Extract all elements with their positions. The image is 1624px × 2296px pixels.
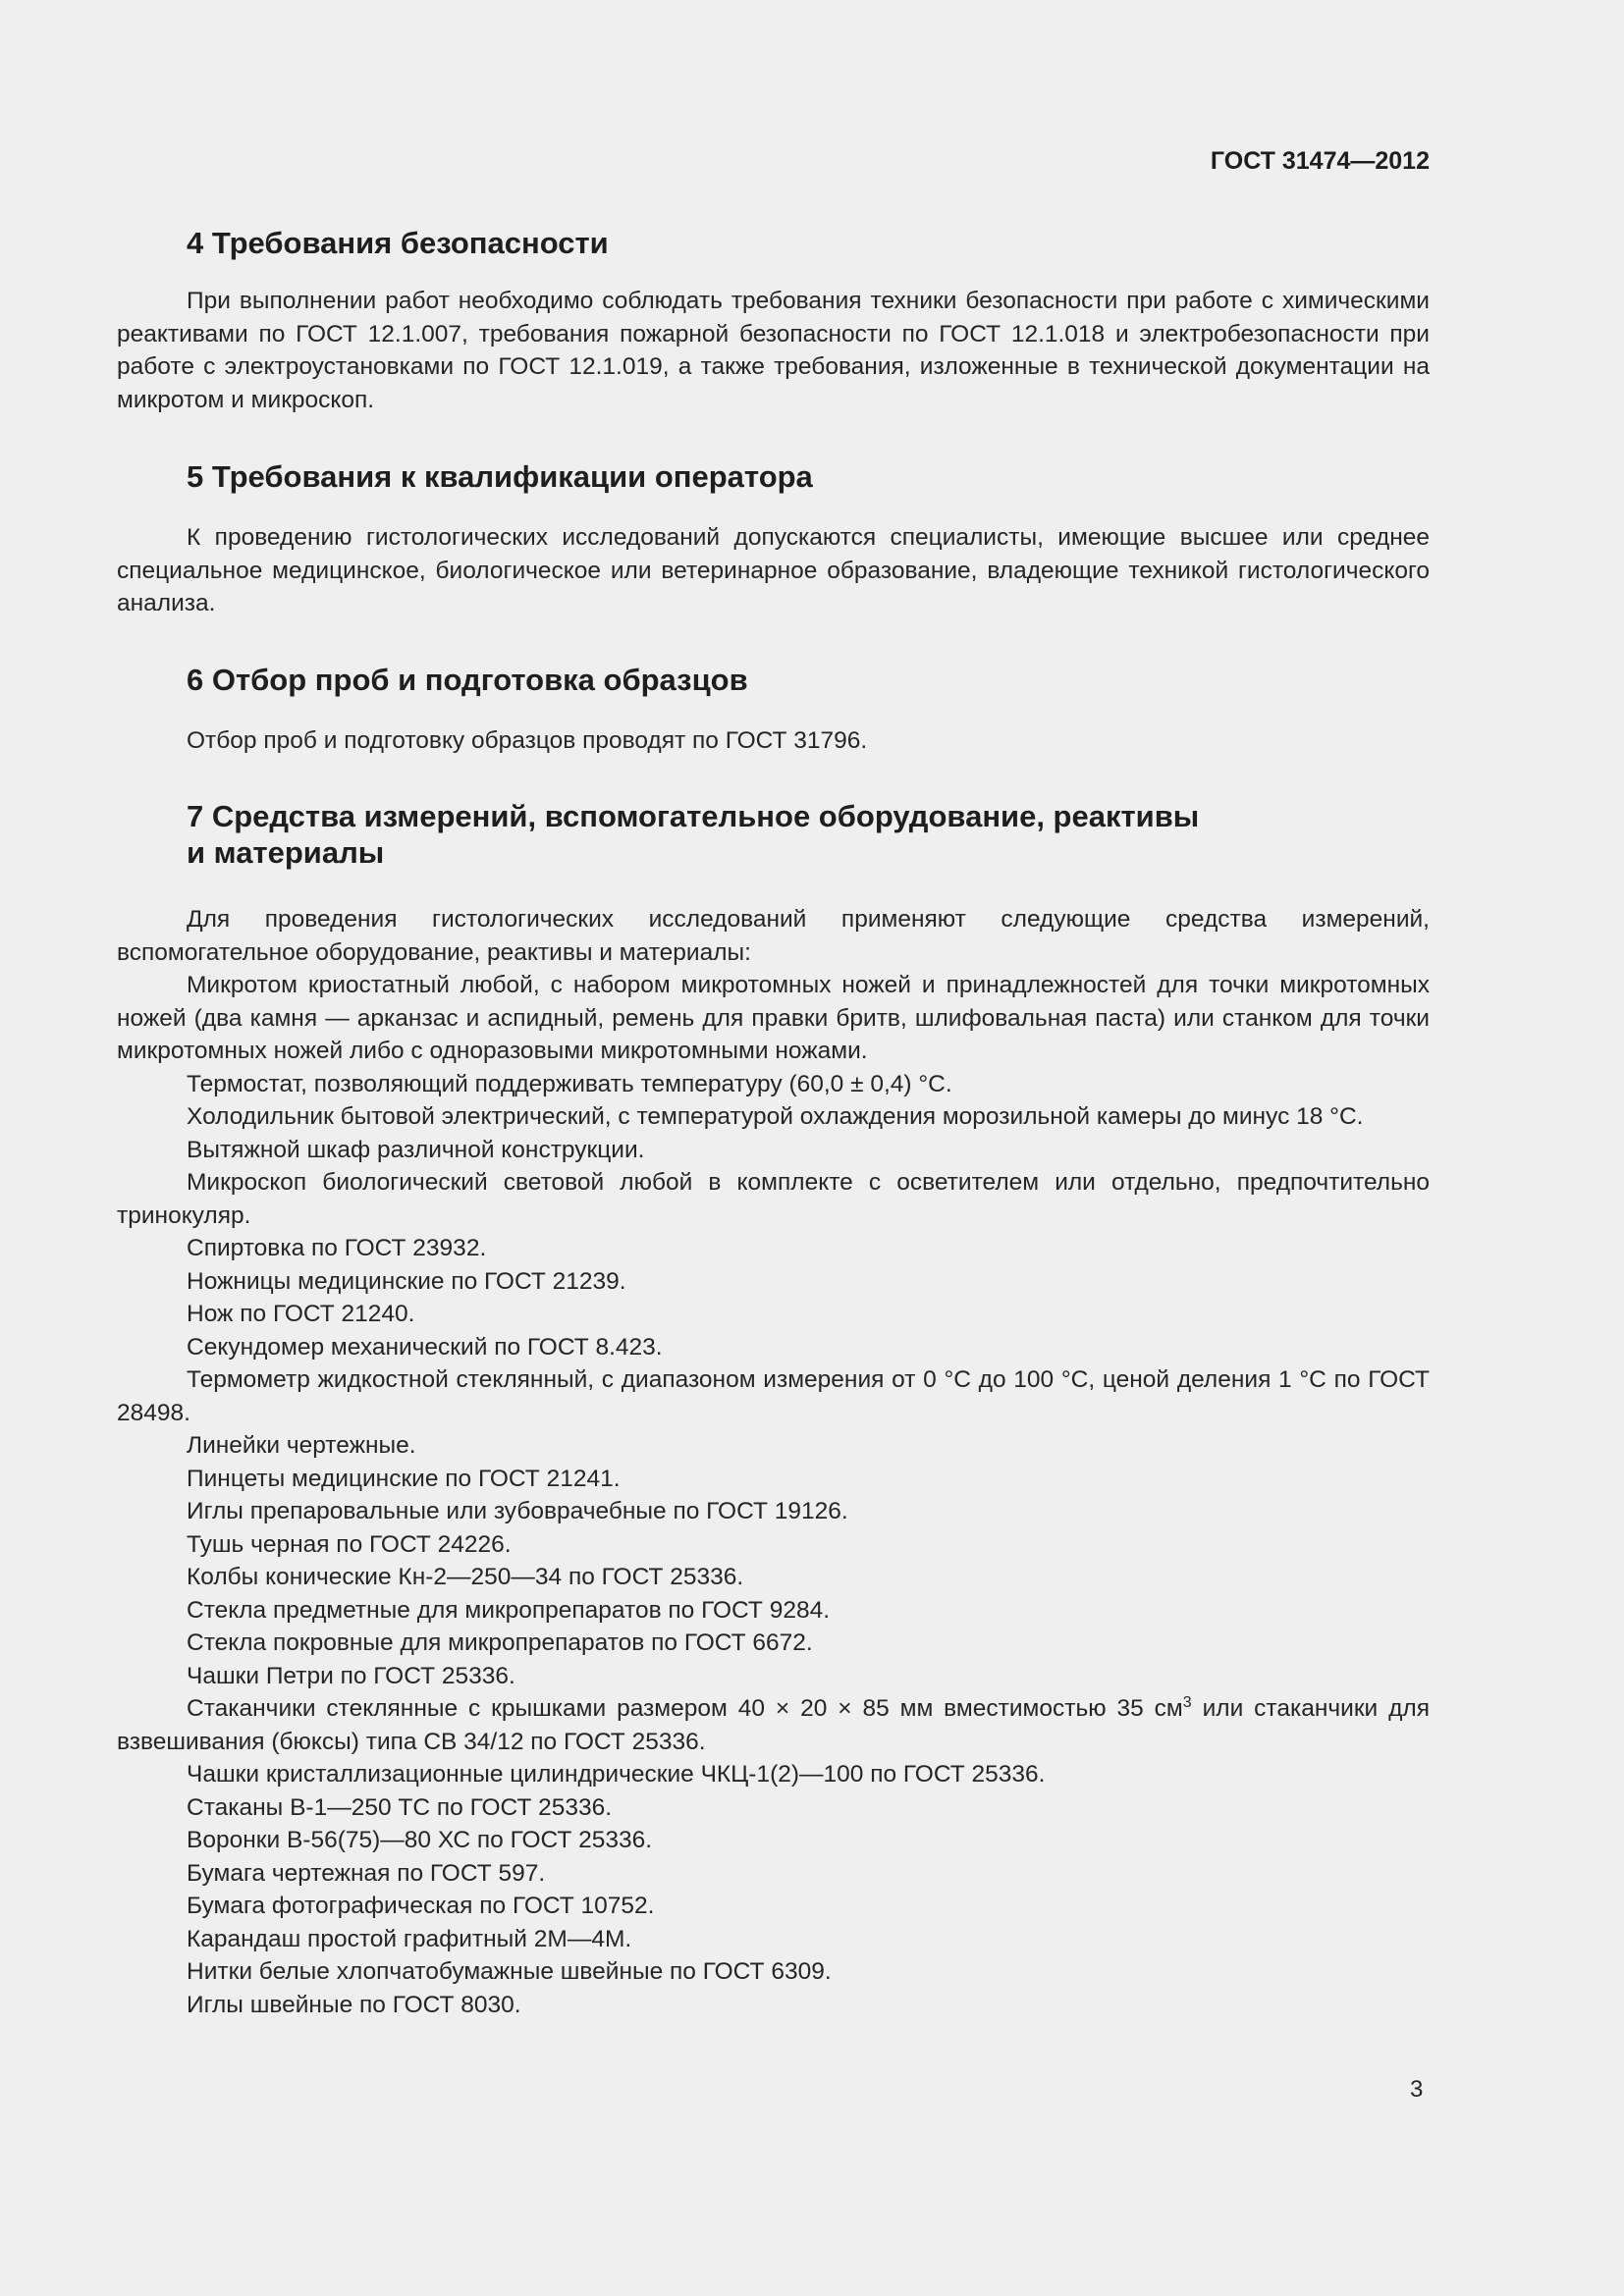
- list-item: Вытяжной шкаф различной конструкции.: [187, 1136, 645, 1163]
- section-5-title: 5 Требования к квалификации оператора: [187, 459, 813, 494]
- section-7-title: [187, 798, 1316, 871]
- list-item: Карандаш простой графитный 2М—4М.: [187, 1925, 632, 1952]
- list-item: Холодильник бытовой электрический, с температурой охлаждения морозильной камеры до минус 18 °С.: [187, 1103, 1364, 1130]
- list-item: Нитки белые хлопчатобумажные швейные по ГОСТ 6309.: [187, 1958, 832, 1985]
- page-number: 3: [1410, 2076, 1424, 2103]
- list-item: Тушь черная по ГОСТ 24226.: [187, 1530, 512, 1558]
- list-item: Колбы конические Кн-2—250—34 по ГОСТ 25336.: [187, 1564, 744, 1590]
- list-item: Стекла покровные для микропрепаратов по ГОСТ 6672.: [187, 1629, 813, 1656]
- list-item: Термостат, позволяющий поддерживать температуру (60,0 ± 0,4) °С.: [187, 1070, 952, 1097]
- section-7-title-line2: и материалы: [187, 835, 385, 870]
- section-4-text: При выполнении работ необходимо соблюдать требования техники безопасности при работе с химическими реактивами по ГОСТ 12.1.007, требования пожарной безопасности по ГОСТ 12.1.018 и электробезопасности при работе с электроустановками по ГОСТ 12.1.019, а также требования, изложенные в технической документации на микротом и микроскоп.: [117, 288, 1430, 413]
- section-7-intro: Для проведения гистологических исследований применяют следующие средства измерений, вспомогательное оборудование, реактивы и материалы:: [117, 906, 1430, 966]
- section-7-body: [117, 903, 1430, 2021]
- list-item: Бумага чертежная по ГОСТ 597.: [187, 1859, 546, 1887]
- list-item: Чашки Петри по ГОСТ 25336.: [187, 1662, 515, 1689]
- list-item: Пинцеты медицинские по ГОСТ 21241.: [187, 1465, 621, 1492]
- section-6-text: Отбор проб и подготовку образцов проводят по ГОСТ 31796.: [187, 727, 868, 754]
- beakers-superscript: 3: [1182, 1693, 1192, 1711]
- list-item: Иглы препаровальные или зубоврачебные по ГОСТ 19126.: [187, 1498, 848, 1524]
- list-item: Секундомер механический по ГОСТ 8.423.: [187, 1333, 663, 1361]
- list-item: Воронки В-56(75)—80 ХС по ГОСТ 25336.: [187, 1827, 653, 1853]
- list-item: Чашки кристаллизационные цилиндрические ЧКЦ-1(2)—100 по ГОСТ 25336.: [187, 1761, 1046, 1788]
- list-item: Нож по ГОСТ 21240.: [187, 1301, 415, 1327]
- list-item: Иглы швейные по ГОСТ 8030.: [187, 1991, 521, 2018]
- list-item: Стекла предметные для микропрепаратов по ГОСТ 9284.: [187, 1596, 831, 1624]
- section-6-title: 6 Отбор проб и подготовка образцов: [187, 663, 748, 697]
- beakers-text-before: Стаканчики стеклянные с крышками размером 40 × 20 × 85 мм вместимостью 35 см: [187, 1695, 1183, 1722]
- document-code: ГОСТ 31474—2012: [1210, 147, 1430, 175]
- list-item: Микроскоп биологический световой любой в комплекте с осветителем или отдельно, предпочтительно тринокуляр.: [117, 1169, 1430, 1229]
- list-item: Термометр жидкостной стеклянный, с диапазоном измерения от 0 °С до 100 °С, ценой деления 1 °С по ГОСТ 28498.: [117, 1366, 1430, 1426]
- section-7-title-line1: 7 Средства измерений, вспомогательное оборудование, реактивы: [187, 799, 1200, 833]
- section-5-text: К проведению гистологических исследований допускаются специалисты, имеющие высшее или среднее специальное медицинское, биологическое или ветеринарное образование, владеющие техникой гистологического анализа.: [117, 524, 1430, 616]
- list-item: Линейки чертежные.: [187, 1432, 416, 1459]
- list-item: Спиртовка по ГОСТ 23932.: [187, 1235, 487, 1261]
- list-item: Ножницы медицинские по ГОСТ 21239.: [187, 1267, 626, 1295]
- list-item: Микротом криостатный любой, с набором микротомных ножей и принадлежностей для точки микротомных ножей (два камня — арканзас и аспидный, ремень для правки бритв, шлифовальная паста) или станком для точки микротомных ножей либо с одноразовыми микротомными ножами.: [117, 972, 1430, 1064]
- list-item: Стаканы В-1—250 ТС по ГОСТ 25336.: [187, 1793, 613, 1821]
- section-4-title: 4 Требования безопасности: [187, 226, 609, 260]
- list-item: Бумага фотографическая по ГОСТ 10752.: [187, 1893, 655, 1919]
- list-item-beakers: [117, 1692, 1430, 1758]
- beakers-text-after: или стаканчики для взвешивания (бюксы) типа СВ 34/12 по ГОСТ 25336.: [117, 1695, 1430, 1755]
